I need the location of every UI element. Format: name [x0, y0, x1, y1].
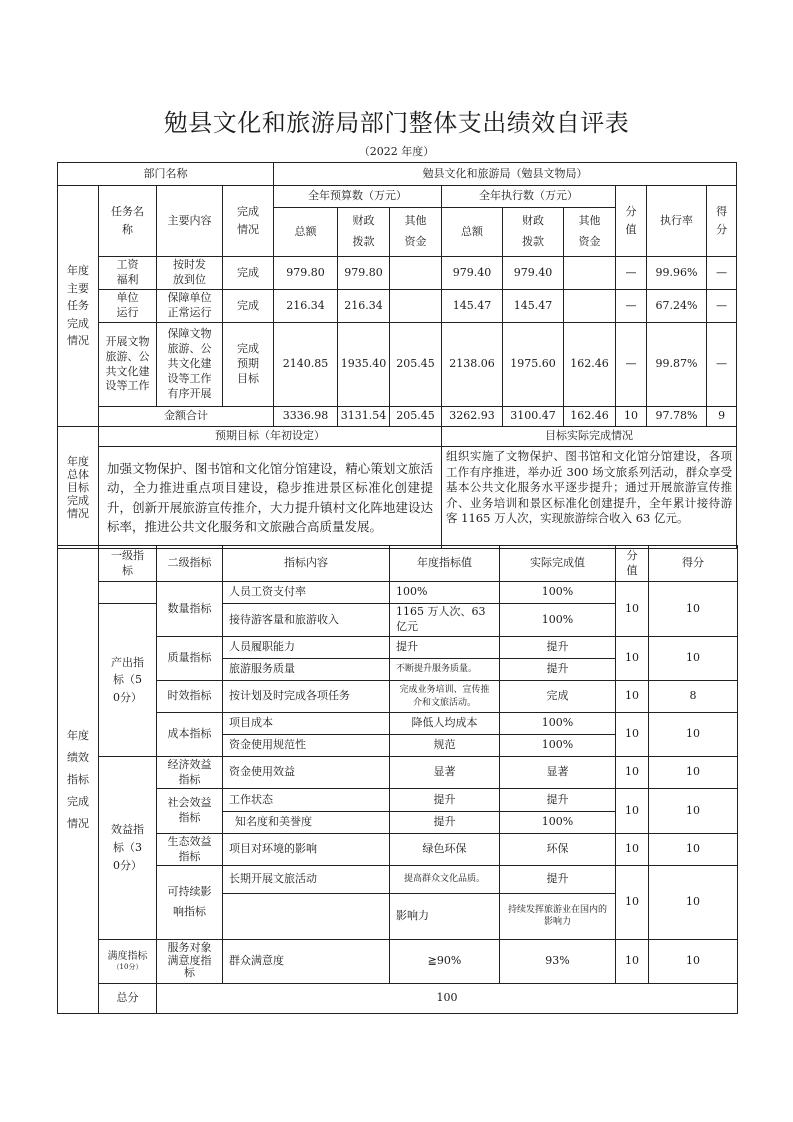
total-budget-total: 3336.98: [274, 407, 338, 427]
perf-row: [58, 757, 738, 789]
satisfaction-label: 满度指标: [107, 950, 148, 962]
indicator-actual: 完成: [500, 681, 616, 713]
indicator-content: 影响力: [390, 894, 500, 940]
total-budget-other: 205.45: [390, 407, 442, 427]
indicator-actual: 显著: [500, 757, 616, 789]
indicator-actual: 环保: [500, 834, 616, 866]
budget-total: 216.34: [274, 290, 338, 323]
header-status: 完成情况: [223, 186, 274, 257]
exec-total: 979.40: [442, 257, 503, 290]
expected-goal-header: 预期目标（年初设定）: [99, 427, 442, 447]
goals-content-row: [58, 447, 737, 549]
indicator-target: 提升: [390, 789, 500, 812]
exec-total: 2138.06: [442, 323, 503, 407]
level2-cost: 成本指标: [157, 713, 223, 757]
indicator-content: 资金使用效益: [223, 757, 390, 789]
level1-empty: [99, 582, 157, 604]
level2-ecological: 生态效益指标: [157, 834, 223, 866]
actual-goal-header: 目标实际完成情况: [442, 427, 737, 447]
indicator-target: 绿色环保: [390, 834, 500, 866]
score-value: 10: [616, 866, 649, 940]
score: 10: [649, 939, 738, 983]
total-exec-rate: 97.78%: [647, 407, 707, 427]
indicator-target: 规范: [390, 735, 500, 757]
header-level1: 一级指标: [99, 546, 157, 582]
total-exec-total: 3262.93: [442, 407, 503, 427]
indicator-actual: 100%: [500, 604, 616, 637]
total-exec-fiscal: 3100.47: [503, 407, 564, 427]
indicator-content: 项目成本: [223, 713, 390, 735]
actual-goal-text: 组织实施了文物保护、图书馆和文化馆分馆建设，各项工作有序推进，举办近 300 场文旅系列活动，群众享受基本公共文化服务水平逐步提升；通过开展旅游宣传推介、业务培训和景区标准化创建提升，全年累计接待游客 1165 万人次，实现旅游综合收入 63 亿元。: [442, 447, 737, 549]
task-content: 保障文物旅游、公共文化建设等工作有序开展: [157, 323, 223, 407]
indicator-actual: 提升: [500, 789, 616, 812]
task-score: —: [707, 257, 737, 290]
tasks-section-label: 年度主要任务完成情况: [58, 186, 99, 427]
header-budget-other: 其他资金: [390, 208, 442, 257]
level1-satisfaction: [99, 939, 157, 983]
header-level2: 二级指标: [157, 546, 223, 582]
score-value: 10: [616, 713, 649, 757]
budget-other: 205.45: [390, 323, 442, 407]
task-content: 按时发放到位: [157, 257, 223, 290]
budget-total: 979.80: [274, 257, 338, 290]
task-score: —: [707, 290, 737, 323]
indicator-content: 人员履职能力: [223, 637, 390, 659]
perf-row: [58, 939, 738, 983]
indicator-target: 显著: [390, 757, 500, 789]
perf-row: [58, 681, 738, 713]
grand-total-value: 100: [157, 983, 738, 1014]
level2-economic: 经济效益指标: [157, 757, 223, 789]
budget-total: 2140.85: [274, 323, 338, 407]
total-exec-other: 162.46: [564, 407, 616, 427]
header-score-value: 分值: [616, 186, 647, 257]
perf-row: [58, 713, 738, 735]
indicator-actual: 提升: [500, 637, 616, 659]
header-value: 分值: [616, 546, 649, 582]
dept-label: 部门名称: [58, 163, 274, 186]
indicator-actual: 100%: [500, 582, 616, 604]
exec-other: 162.46: [564, 323, 616, 407]
score: 10: [649, 866, 738, 940]
indicator-target: 持续发挥旅游业在国内的影响力: [500, 894, 616, 940]
page-subtitle: （2022 年度）: [358, 145, 435, 158]
total-budget-fiscal: 3131.54: [338, 407, 390, 427]
task-status: 完成: [223, 290, 274, 323]
perf-row: [58, 637, 738, 659]
score: 10: [649, 757, 738, 789]
score: 10: [649, 713, 738, 757]
score-value: —: [616, 290, 647, 323]
score-value: 10: [616, 637, 649, 681]
header-actual: 实际完成值: [500, 546, 616, 582]
indicator-target: 不断提升服务质量。: [390, 659, 500, 681]
exec-total: 145.47: [442, 290, 503, 323]
header-budget-group: 全年预算数（万元）: [274, 186, 442, 208]
exec-other: [564, 290, 616, 323]
header-exec-fiscal: 财政拨款: [503, 208, 564, 257]
score: 10: [649, 582, 738, 637]
perf-row: [58, 582, 738, 604]
exec-rate: 67.24%: [647, 290, 707, 323]
exec-fiscal: 1975.60: [503, 323, 564, 407]
indicator-content: 接待游客量和旅游收入: [223, 604, 390, 637]
perf-header-row: [58, 546, 738, 582]
task-name: 工资福利: [99, 257, 157, 290]
indicator-target: 提升: [390, 637, 500, 659]
perf-row: [58, 866, 738, 894]
indicator-content: 项目对环境的影响: [223, 834, 390, 866]
goals-section-label: 年度总体目标完成情况: [58, 427, 99, 549]
exec-other: [564, 257, 616, 290]
indicator-actual: 100%: [500, 713, 616, 735]
header-main-content: 主要内容: [157, 186, 223, 257]
total-label: 金额合计: [99, 407, 274, 427]
header-exec-rate: 执行率: [647, 186, 707, 257]
header-score: 得分: [707, 186, 737, 257]
total-row: [58, 407, 737, 427]
score-value: 10: [616, 789, 649, 834]
score-value: 10: [616, 757, 649, 789]
score-value: 10: [616, 681, 649, 713]
indicator-actual: 提升: [500, 659, 616, 681]
satisfaction-note: （10分）: [112, 963, 143, 972]
indicator-actual: 93%: [500, 939, 616, 983]
exec-rate: 99.87%: [647, 323, 707, 407]
task-header-row-1: [58, 186, 737, 208]
indicator-content: 知名度和美誉度: [223, 812, 390, 834]
grand-total-row: [58, 983, 738, 1014]
indicator-content: 旅游服务质量: [223, 659, 390, 681]
budget-other: [390, 290, 442, 323]
indicator-target: 完成业务培训、宣传推介和文旅活动。: [390, 681, 500, 713]
indicator-content: 长期开展文旅活动: [223, 866, 390, 894]
score-value: 10: [616, 834, 649, 866]
level2-social: 社会效益指标: [157, 789, 223, 834]
total-score-value: 10: [616, 407, 647, 427]
performance-table: [57, 545, 738, 1014]
budget-fiscal: 1935.40: [338, 323, 390, 407]
level1-empty: [223, 894, 390, 940]
score-value: 10: [616, 582, 649, 637]
indicator-actual: 100%: [500, 735, 616, 757]
indicator-target: 提升: [390, 812, 500, 834]
task-row: [58, 323, 737, 407]
budget-table: [57, 162, 737, 549]
header-score: 得分: [649, 546, 738, 582]
indicator-content: 人员工资支付率: [223, 582, 390, 604]
total-score: 9: [707, 407, 737, 427]
budget-other: [390, 257, 442, 290]
indicator-target: 100%: [390, 582, 500, 604]
level1-benefit: 效益指标（30分）: [99, 757, 157, 940]
exec-fiscal: 979.40: [503, 257, 564, 290]
indicator-target: ≧90%: [390, 939, 500, 983]
perf-section-label: 年度绩效指标完成情况: [58, 546, 99, 1014]
exec-rate: 99.96%: [647, 257, 707, 290]
expected-goal-text: 加强文物保护、图书馆和文化馆分馆建设，精心策划文旅活动，全力推进重点项目建设，稳步推进景区标准化创建提升，创新开展旅游宣传推介，大力提升镇村文化阵地建设达标率，推进公共文化服务和文旅融合高质量发展。: [99, 447, 442, 549]
task-content: 保障单位正常运行: [157, 290, 223, 323]
header-task-name: 任务名称: [99, 186, 157, 257]
task-status: 完成预期目标: [223, 323, 274, 407]
dept-value: 勉县文化和旅游局（勉县文物局）: [274, 163, 737, 186]
score: 8: [649, 681, 738, 713]
task-score: —: [707, 323, 737, 407]
score-value: —: [616, 257, 647, 290]
score: 10: [649, 834, 738, 866]
task-name: 单位运行: [99, 290, 157, 323]
task-name: 开展文物旅游、公共文化建设等工作: [99, 323, 157, 407]
task-status: 完成: [223, 257, 274, 290]
goals-header-row: [58, 427, 737, 447]
level2-service: 服务对象满意度指标: [157, 939, 223, 983]
header-exec-group: 全年执行数（万元）: [442, 186, 616, 208]
score: 10: [649, 789, 738, 834]
header-exec-total: 总额: [442, 208, 503, 257]
level2-quantity: 数量指标: [157, 582, 223, 637]
level2-quality: 质量指标: [157, 637, 223, 681]
indicator-content: 按计划及时完成各项任务: [223, 681, 390, 713]
header-target: 年度指标值: [390, 546, 500, 582]
header-exec-other: 其他资金: [564, 208, 616, 257]
indicator-actual: 100%: [500, 812, 616, 834]
header-budget-fiscal: 财政拨款: [338, 208, 390, 257]
level1-output: 产出指标（50分）: [99, 604, 157, 757]
grand-total-label: 总分: [99, 983, 157, 1014]
task-row: [58, 257, 737, 290]
indicator-target: 降低人均成本: [390, 713, 500, 735]
level2-sustainable: 可持续影响指标: [157, 866, 223, 940]
level2-timeliness: 时效指标: [157, 681, 223, 713]
score: 10: [649, 637, 738, 681]
header-budget-total: 总额: [274, 208, 338, 257]
page-title: 勉县文化和旅游局部门整体支出绩效自评表: [163, 109, 630, 137]
score-value: 10: [616, 939, 649, 983]
indicator-content: 群众满意度: [223, 939, 390, 983]
task-row: [58, 290, 737, 323]
budget-fiscal: 979.80: [338, 257, 390, 290]
perf-row: [58, 789, 738, 812]
dept-row: [58, 163, 737, 186]
indicator-target: 提高群众文化品质。: [390, 866, 500, 894]
score-value: —: [616, 323, 647, 407]
indicator-target: 1165 万人次、63 亿元: [390, 604, 500, 637]
header-content: 指标内容: [223, 546, 390, 582]
perf-row: [58, 834, 738, 866]
exec-fiscal: 145.47: [503, 290, 564, 323]
indicator-actual: 提升: [500, 866, 616, 894]
budget-fiscal: 216.34: [338, 290, 390, 323]
indicator-content: 工作状态: [223, 789, 390, 812]
indicator-content: 资金使用规范性: [223, 735, 390, 757]
